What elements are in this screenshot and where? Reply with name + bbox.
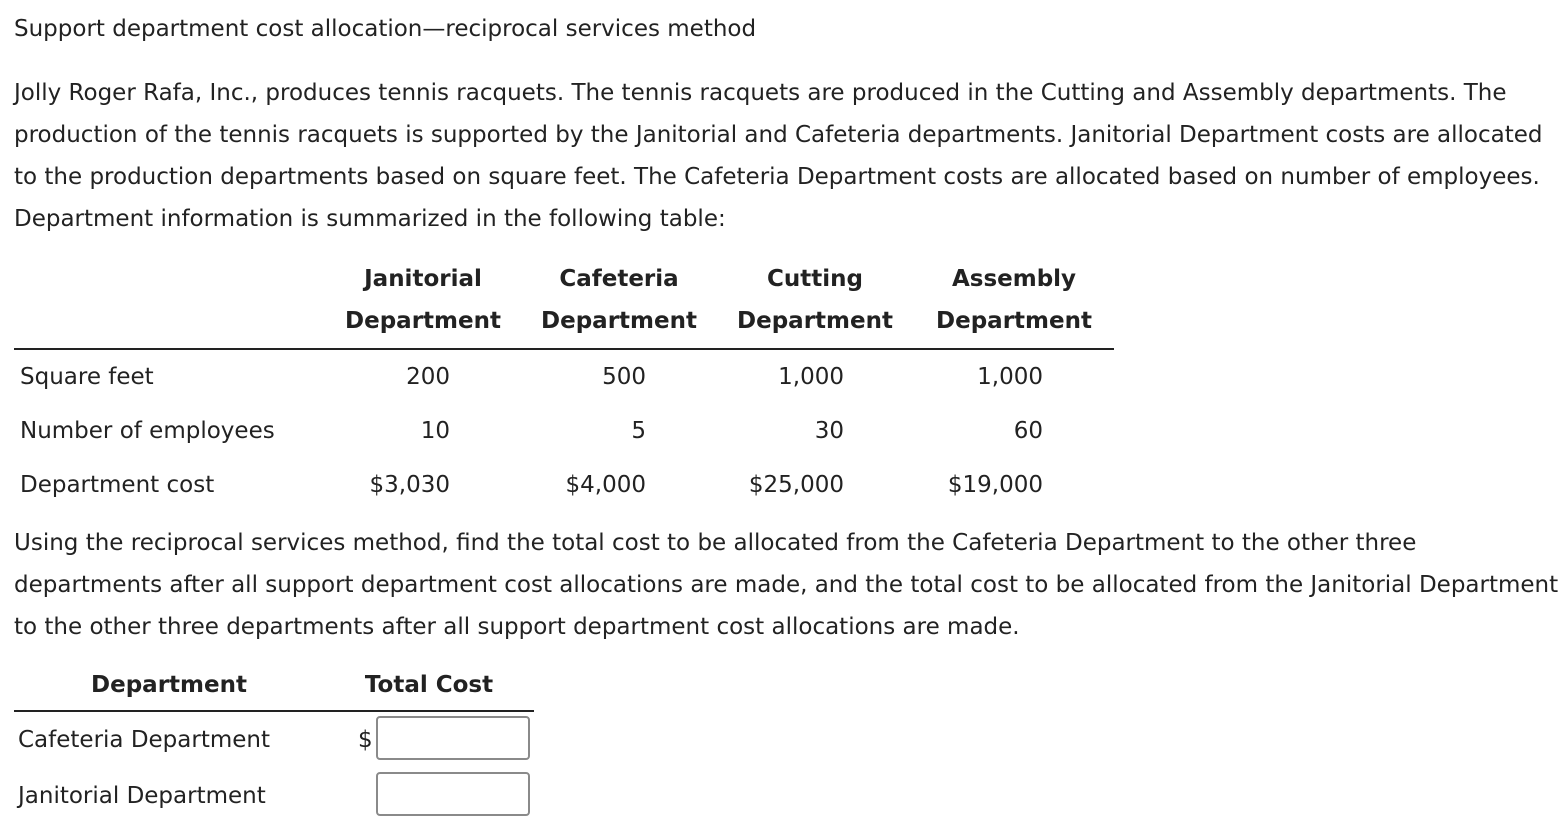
cell-cost-cutting: $25,000 — [748, 472, 844, 498]
answer-row-label-cafeteria: Cafeteria Department — [18, 727, 271, 753]
currency-symbol: $ — [358, 727, 373, 753]
column-header-line1: Assembly — [951, 266, 1077, 292]
page-title: Support department cost allocation—reciprocal services method — [14, 16, 757, 42]
column-header-line2: Department — [541, 308, 697, 334]
column-header-assembly — [931, 258, 1097, 342]
column-header-line2: Department — [345, 308, 501, 334]
column-header-line1: Cafeteria — [559, 266, 679, 292]
answer-header-divider — [14, 710, 534, 712]
cell-square-feet-janitorial: 200 — [406, 364, 450, 390]
column-header-line2: Department — [936, 308, 1092, 334]
answer-row-label-janitorial: Janitorial Department — [18, 783, 266, 809]
cell-square-feet-cutting: 1,000 — [778, 364, 844, 390]
cell-square-feet-cafeteria: 500 — [602, 364, 646, 390]
column-header-janitorial — [340, 258, 506, 342]
cafeteria-total-cost-input[interactable] — [376, 716, 530, 760]
answer-header-department: Department — [91, 672, 247, 698]
cell-employees-janitorial: 10 — [420, 418, 450, 444]
department-info-table — [14, 256, 1114, 510]
header-divider — [14, 348, 1114, 350]
cell-cost-cafeteria: $4,000 — [565, 472, 646, 498]
column-header-line1: Cutting — [767, 266, 863, 292]
cell-square-feet-assembly: 1,000 — [977, 364, 1043, 390]
row-label-square-feet: Square feet — [20, 364, 154, 390]
column-header-line1: Janitorial — [364, 266, 482, 292]
problem-description: Jolly Roger Rafa, Inc., produces tennis racquets. The tennis racquets are produced in the Cutting and Assembly departments. The production of the tennis racquets is supported by the Janitorial and Cafeteria departments. Janitorial Department costs are allocated to the production departments based on square feet. The Cafeteria Department costs are allocated based on number of employees. Department information is summarized in the following table: — [14, 80, 1543, 232]
janitorial-total-cost-input[interactable] — [376, 772, 530, 816]
answer-header-total-cost: Total Cost — [364, 672, 494, 698]
cell-cost-janitorial: $3,030 — [369, 472, 450, 498]
column-header-cafeteria — [536, 258, 702, 342]
cell-employees-cutting: 30 — [814, 418, 844, 444]
question-text: Using the reciprocal services method, find the total cost to be allocated from the Cafeteria Department to the other three departments after all support department cost allocations are made, and the total cost to be allocated from the Janitorial Department to the other three departments after all support department cost allocations are made. — [14, 530, 1559, 640]
cell-employees-assembly: 60 — [1013, 418, 1043, 444]
column-header-line2: Department — [737, 308, 893, 334]
answer-table — [14, 668, 534, 828]
row-label-employees: Number of employees — [20, 418, 275, 444]
row-label-department-cost: Department cost — [20, 472, 215, 498]
cell-cost-assembly: $19,000 — [947, 472, 1043, 498]
column-header-cutting — [732, 258, 898, 342]
cell-employees-cafeteria: 5 — [631, 418, 646, 444]
